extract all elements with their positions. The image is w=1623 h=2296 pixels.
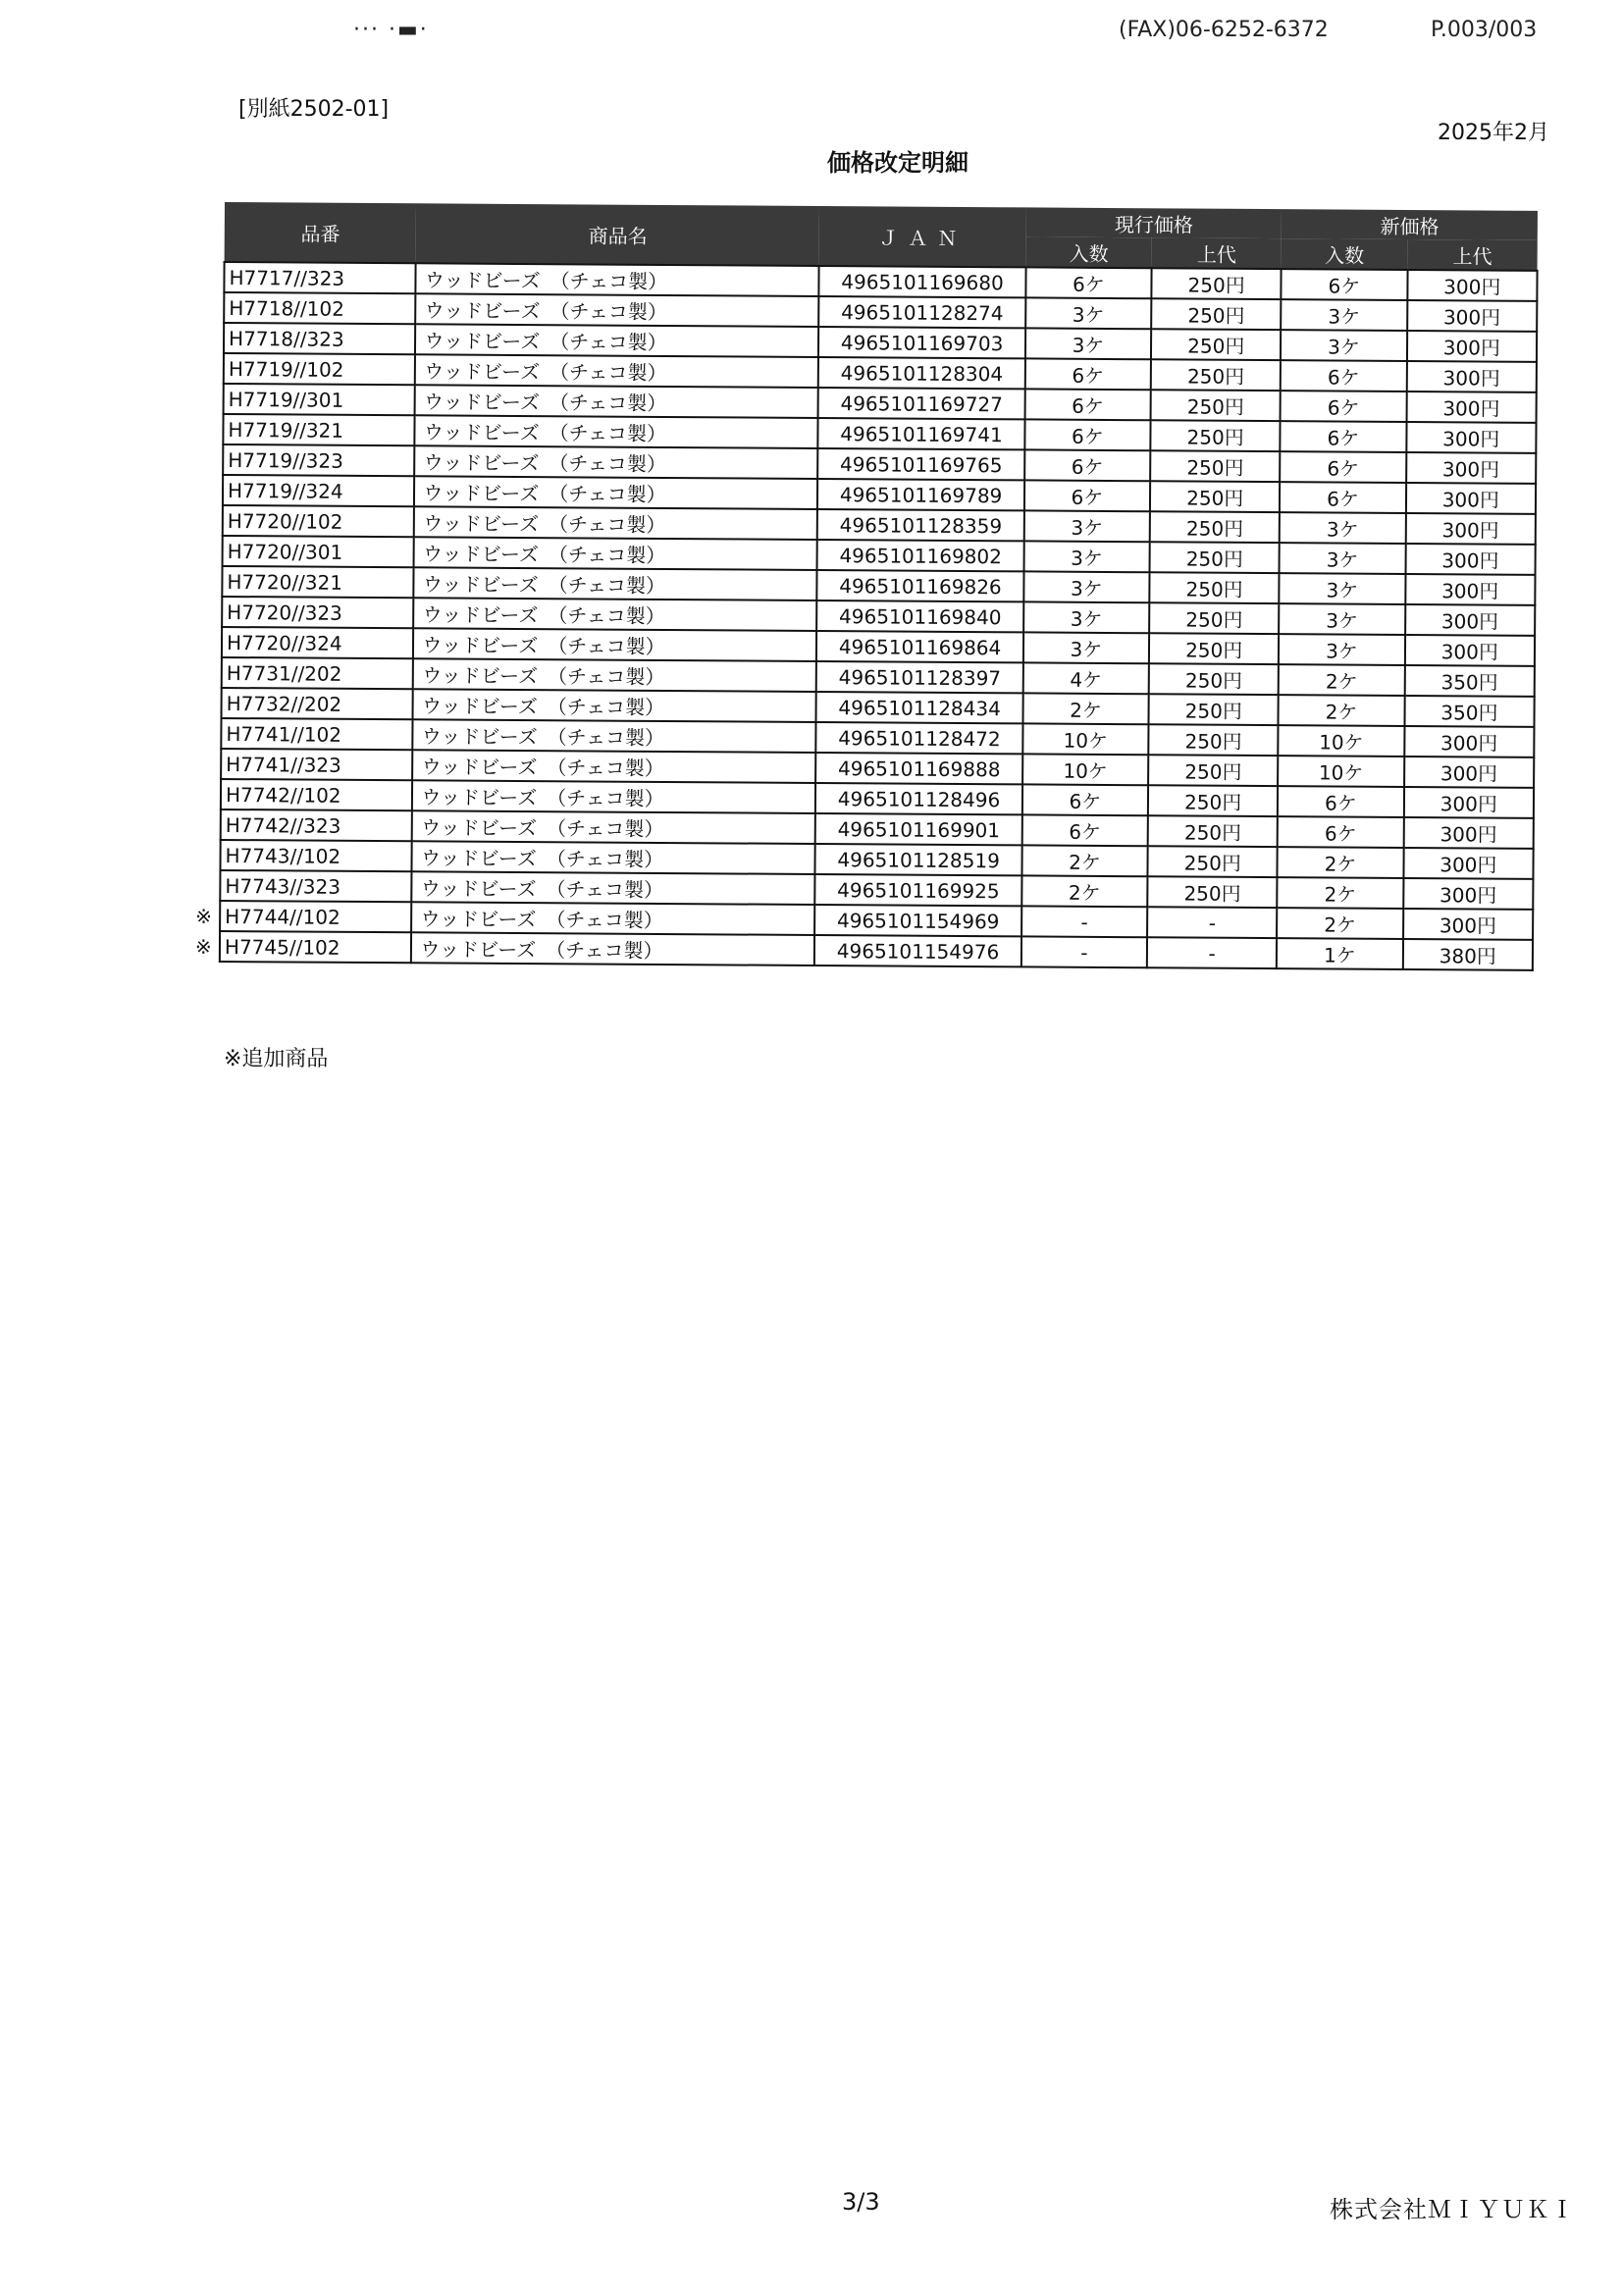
new-qty: 6ケ xyxy=(1281,360,1406,391)
current-retail: 250円 xyxy=(1151,268,1281,299)
new-retail: 300円 xyxy=(1405,574,1536,605)
header-new-qty: 入数 xyxy=(1282,238,1407,270)
header-current-price: 現行価格 xyxy=(1026,207,1283,238)
product-code xyxy=(223,505,415,537)
jan-code: 4965101128304 xyxy=(818,357,1025,389)
current-qty: 3ケ xyxy=(1024,510,1150,542)
product-name: ウッドビーズ （チェコ製） xyxy=(411,932,814,965)
product-code-text: H7742//102 xyxy=(225,782,341,808)
jan-code: 4965101128472 xyxy=(816,722,1023,754)
jan-code: 4965101128434 xyxy=(816,692,1023,723)
product-name: ウッドビーズ （チェコ製） xyxy=(415,354,818,388)
header-new-retail: 上代 xyxy=(1407,239,1538,271)
new-retail: 300円 xyxy=(1405,513,1536,545)
header-current-retail: 上代 xyxy=(1152,237,1282,269)
current-qty: 10ケ xyxy=(1022,723,1148,755)
product-name: ウッドビーズ （チェコ製） xyxy=(412,841,815,874)
new-qty: 6ケ xyxy=(1281,391,1406,422)
jan-code: 4965101169864 xyxy=(816,631,1023,662)
product-code-text: H7732//202 xyxy=(226,691,342,716)
product-code-text: H7741//102 xyxy=(226,721,342,747)
product-code xyxy=(224,353,416,385)
new-retail: 300円 xyxy=(1407,300,1538,332)
jan-code: 4965101169680 xyxy=(819,266,1026,297)
new-retail: 300円 xyxy=(1407,270,1538,301)
product-name: ウッドビーズ （チェコ製） xyxy=(415,324,818,357)
current-retail: 250円 xyxy=(1148,785,1278,816)
product-code-text: H7745//102 xyxy=(224,934,340,960)
current-qty: 3ケ xyxy=(1025,328,1151,359)
jan-code: 4965101154976 xyxy=(814,935,1021,966)
product-code-text: H7717//323 xyxy=(229,265,345,290)
current-qty: 3ケ xyxy=(1023,541,1149,572)
current-retail: 250円 xyxy=(1150,511,1280,543)
header-jan: ＪＡＮ xyxy=(819,206,1026,267)
new-qty: 6ケ xyxy=(1278,786,1403,817)
new-retail: 380円 xyxy=(1402,939,1533,970)
new-qty: 6ケ xyxy=(1281,451,1406,483)
current-qty: 6ケ xyxy=(1022,784,1148,815)
current-retail: 250円 xyxy=(1149,663,1279,695)
current-retail: 250円 xyxy=(1150,420,1280,451)
current-retail: 250円 xyxy=(1151,329,1281,360)
new-retail: 300円 xyxy=(1406,422,1537,453)
price-revision-table-wrapper xyxy=(194,202,1539,971)
product-name: ウッドビーズ （チェコ製） xyxy=(416,263,819,296)
product-code xyxy=(222,688,414,719)
new-qty: 6ケ xyxy=(1280,482,1405,513)
new-retail: 300円 xyxy=(1403,878,1534,910)
jan-code: 4965101169888 xyxy=(815,753,1022,784)
price-revision-table xyxy=(194,202,1539,971)
current-retail: 250円 xyxy=(1149,694,1279,725)
current-retail: 250円 xyxy=(1147,876,1277,908)
new-qty: 2ケ xyxy=(1277,908,1402,939)
attachment-reference: [別紙2502-01] xyxy=(238,97,390,122)
product-name: ウッドビーズ （チェコ製） xyxy=(415,385,818,418)
new-retail: 300円 xyxy=(1404,757,1535,788)
new-qty: 2ケ xyxy=(1278,847,1403,878)
product-name: ウッドビーズ （チェコ製） xyxy=(414,506,817,540)
current-retail: 250円 xyxy=(1149,633,1279,664)
product-code-text: H7742//323 xyxy=(225,812,341,838)
new-qty: 2ケ xyxy=(1278,877,1403,909)
new-qty: 6ケ xyxy=(1281,421,1406,452)
jan-code: 4965101169826 xyxy=(817,570,1024,601)
new-qty: 3ケ xyxy=(1280,512,1405,544)
current-retail: 250円 xyxy=(1150,481,1280,512)
product-code-text: H7719//323 xyxy=(228,447,343,473)
product-name: ウッドビーズ （チェコ製） xyxy=(412,902,815,935)
product-name: ウッドビーズ （チェコ製） xyxy=(414,537,817,570)
current-qty: 6ケ xyxy=(1025,358,1151,390)
product-code-text: H7731//202 xyxy=(226,660,342,686)
current-qty: - xyxy=(1021,936,1147,967)
header-code: 品番 xyxy=(225,202,417,263)
new-qty: 2ケ xyxy=(1279,695,1404,726)
product-code xyxy=(220,840,412,871)
fax-sender: ··· ·▬· xyxy=(353,18,429,42)
jan-code: 4965101169765 xyxy=(817,448,1024,480)
current-qty: 6ケ xyxy=(1025,267,1151,298)
product-name: ウッドビーズ （チェコ製） xyxy=(413,628,816,661)
product-name: ウッドビーズ （チェコ製） xyxy=(412,780,815,813)
current-qty: 3ケ xyxy=(1023,571,1149,602)
new-qty: 6ケ xyxy=(1282,269,1407,300)
new-retail: 300円 xyxy=(1403,848,1534,879)
new-retail: 300円 xyxy=(1406,391,1537,423)
page-number: 3/3 xyxy=(842,2188,880,2216)
product-code-text: H7720//323 xyxy=(227,600,342,625)
current-retail: 250円 xyxy=(1151,298,1281,330)
product-code xyxy=(223,414,415,445)
current-qty: 6ケ xyxy=(1024,419,1150,450)
product-code-text: H7718//102 xyxy=(229,295,344,321)
current-retail: 250円 xyxy=(1148,724,1278,756)
jan-code: 4965101169840 xyxy=(816,600,1023,632)
product-code xyxy=(221,779,413,810)
current-qty: 6ケ xyxy=(1021,814,1147,846)
product-code-text: H7720//301 xyxy=(227,539,343,564)
new-retail: 300円 xyxy=(1404,787,1535,818)
current-retail: 250円 xyxy=(1149,572,1279,603)
jan-code: 4965101128496 xyxy=(815,783,1022,814)
added-item-mark: ※ xyxy=(194,934,212,959)
company-name: 株式会社ＭＩＹＵＫＩ xyxy=(1330,2196,1575,2223)
jan-code: 4965101128359 xyxy=(817,509,1024,541)
additional-items-note: ※追加商品 xyxy=(224,1047,329,1071)
jan-code: 4965101154969 xyxy=(814,905,1021,936)
current-retail: 250円 xyxy=(1148,815,1278,847)
product-name: ウッドビーズ （チェコ製） xyxy=(413,689,816,722)
jan-code: 4965101128397 xyxy=(816,661,1023,693)
product-code xyxy=(220,870,412,902)
product-name: ウッドビーズ （チェコ製） xyxy=(415,445,818,479)
added-item-mark: ※ xyxy=(195,904,213,928)
product-code-text: H7719//324 xyxy=(227,478,343,503)
product-name: ウッドビーズ （チェコ製） xyxy=(412,810,815,844)
product-code-text: H7744//102 xyxy=(225,904,340,929)
new-qty: 10ケ xyxy=(1279,725,1404,757)
current-retail: 250円 xyxy=(1150,450,1280,482)
current-qty: 3ケ xyxy=(1025,297,1151,329)
product-code xyxy=(224,262,416,293)
current-retail: 250円 xyxy=(1151,390,1281,421)
new-retail: 300円 xyxy=(1406,361,1537,392)
new-qty: 3ケ xyxy=(1281,330,1406,361)
product-code xyxy=(224,292,416,324)
jan-code: 4965101169802 xyxy=(817,540,1024,571)
current-retail: 250円 xyxy=(1150,542,1280,573)
product-name: ウッドビーズ （チェコ製） xyxy=(413,750,816,783)
current-retail: 250円 xyxy=(1149,602,1279,634)
current-qty: 3ケ xyxy=(1023,601,1149,633)
new-retail: 300円 xyxy=(1406,452,1537,484)
jan-code: 4965101169901 xyxy=(815,813,1022,845)
product-name: ウッドビーズ （チェコ製） xyxy=(413,719,816,753)
product-code xyxy=(221,718,413,750)
fax-number: (FAX)06-6252-6372 xyxy=(1119,18,1329,42)
new-retail: 300円 xyxy=(1403,817,1534,849)
product-code xyxy=(221,809,413,841)
product-code xyxy=(195,901,412,932)
document-title: 価格改定明細 xyxy=(827,149,969,177)
header-current-qty: 入数 xyxy=(1025,236,1151,268)
new-qty: 3ケ xyxy=(1282,299,1407,331)
product-name: ウッドビーズ （チェコ製） xyxy=(412,871,815,905)
product-code xyxy=(222,657,414,689)
product-name: ウッドビーズ （チェコ製） xyxy=(414,567,817,600)
current-qty: 4ケ xyxy=(1023,662,1149,694)
product-code-text: H7719//301 xyxy=(228,387,344,412)
product-code xyxy=(222,627,414,658)
product-name: ウッドビーズ （チェコ製） xyxy=(413,658,816,692)
current-qty: 2ケ xyxy=(1021,845,1147,876)
document-date: 2025年2月 xyxy=(1438,121,1549,145)
new-retail: 350円 xyxy=(1404,696,1535,727)
product-code-text: H7743//323 xyxy=(225,873,341,899)
product-name: ウッドビーズ （チェコ製） xyxy=(414,598,817,631)
new-retail: 350円 xyxy=(1404,665,1535,697)
header-new-price: 新価格 xyxy=(1282,209,1538,240)
current-retail: - xyxy=(1147,907,1277,938)
jan-code: 4965101169789 xyxy=(817,479,1024,510)
product-code xyxy=(194,931,412,963)
jan-code: 4965101169703 xyxy=(818,327,1025,358)
current-qty: 6ケ xyxy=(1024,449,1150,481)
new-qty: 3ケ xyxy=(1280,573,1405,604)
new-retail: 300円 xyxy=(1405,635,1536,666)
current-retail: 250円 xyxy=(1151,359,1281,391)
new-qty: 1ケ xyxy=(1277,938,1402,969)
current-qty: 6ケ xyxy=(1024,389,1150,420)
product-code-text: H7718//323 xyxy=(229,326,344,351)
product-code-text: H7720//321 xyxy=(227,569,343,595)
current-qty: 10ケ xyxy=(1022,754,1148,785)
product-code xyxy=(221,749,413,780)
jan-code: 4965101128274 xyxy=(819,296,1026,328)
product-code xyxy=(222,597,414,628)
new-retail: 300円 xyxy=(1406,483,1537,514)
fax-page: P.003/003 xyxy=(1431,18,1538,42)
new-retail: 300円 xyxy=(1403,909,1534,940)
product-code-text: H7743//102 xyxy=(225,843,341,868)
current-retail: 250円 xyxy=(1148,755,1278,786)
new-qty: 6ケ xyxy=(1278,816,1403,848)
product-code xyxy=(223,475,415,506)
current-retail: - xyxy=(1147,937,1277,968)
product-code xyxy=(224,323,416,354)
product-code-text: H7720//324 xyxy=(226,630,342,655)
product-code-text: H7719//102 xyxy=(228,356,344,382)
new-qty: 3ケ xyxy=(1280,543,1405,574)
jan-code: 4965101128519 xyxy=(815,844,1022,875)
current-qty: - xyxy=(1021,906,1147,937)
new-qty: 2ケ xyxy=(1279,664,1404,696)
new-qty: 3ケ xyxy=(1279,603,1404,635)
new-qty: 3ケ xyxy=(1279,634,1404,665)
product-code xyxy=(223,536,415,567)
product-name: ウッドビーズ （チェコ製） xyxy=(414,476,817,509)
current-retail: 250円 xyxy=(1148,846,1278,877)
jan-code: 4965101169727 xyxy=(818,388,1025,419)
current-qty: 2ケ xyxy=(1022,693,1148,724)
product-code xyxy=(222,566,414,598)
current-qty: 6ケ xyxy=(1024,480,1150,511)
new-retail: 300円 xyxy=(1407,331,1538,362)
product-code-text: H7719//321 xyxy=(228,417,344,443)
product-code xyxy=(223,444,415,476)
new-qty: 10ケ xyxy=(1278,756,1403,787)
product-code-text: H7720//102 xyxy=(227,508,343,534)
jan-code: 4965101169741 xyxy=(818,418,1025,449)
new-retail: 300円 xyxy=(1405,604,1536,636)
current-qty: 3ケ xyxy=(1023,632,1149,663)
jan-code: 4965101169925 xyxy=(815,874,1022,906)
header-name: 商品名 xyxy=(416,203,819,266)
new-retail: 300円 xyxy=(1404,726,1535,757)
product-code-text: H7741//323 xyxy=(226,752,341,777)
product-code xyxy=(224,384,416,415)
fax-header xyxy=(0,18,1623,57)
product-name: ウッドビーズ （チェコ製） xyxy=(416,293,819,327)
new-retail: 300円 xyxy=(1405,544,1536,575)
product-name: ウッドビーズ （チェコ製） xyxy=(415,415,818,448)
current-qty: 2ケ xyxy=(1021,875,1147,907)
